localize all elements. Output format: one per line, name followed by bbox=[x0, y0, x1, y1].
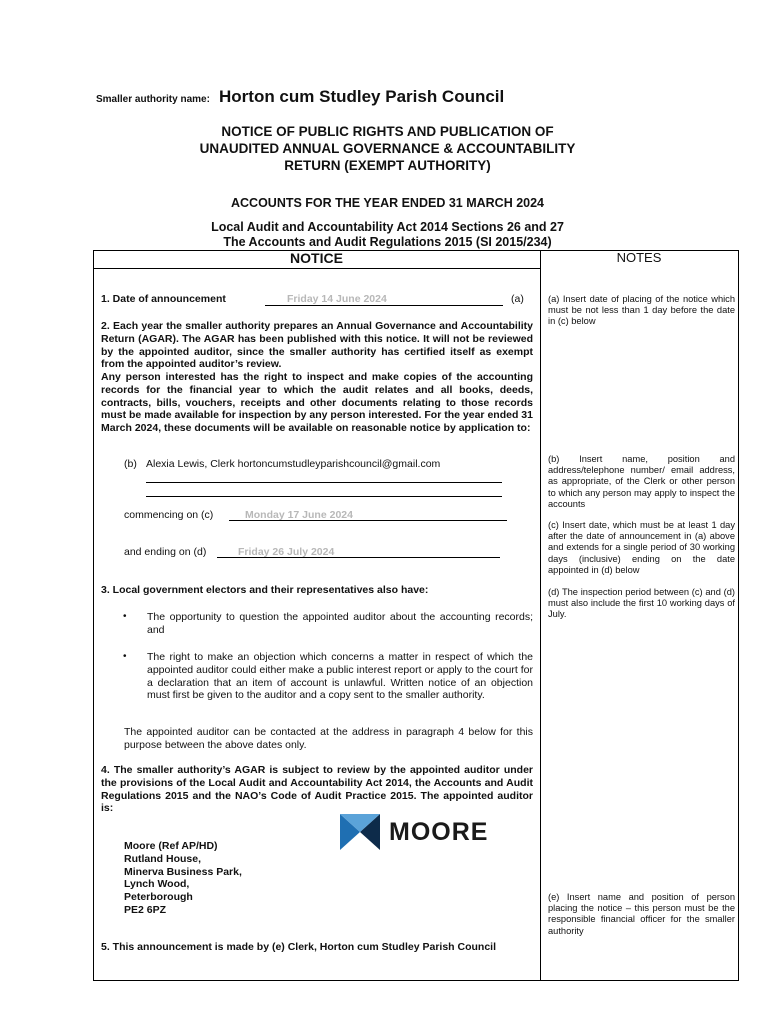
section-3-heading: 3. Local government electors and their representatives also have: bbox=[101, 584, 429, 596]
section-1-label: 1. Date of announcement bbox=[101, 293, 226, 305]
notice-title: NOTICE OF PUBLIC RIGHTS AND PUBLICATION OF UNAUDITED ANNUAL GOVERNANCE & ACCOUNTABILITY RETURN (EXEMPT AUTHORITY) bbox=[199, 124, 576, 173]
ending-date-line bbox=[217, 557, 500, 558]
authority-name: Horton cum Studley Parish Council bbox=[219, 87, 505, 106]
address-line: Minerva Business Park, bbox=[124, 865, 242, 878]
address-line: Peterborough bbox=[124, 891, 193, 904]
address-line: PE2 6PZ bbox=[124, 903, 167, 916]
commencing-label: commencing on (c) bbox=[124, 509, 214, 521]
commencing-date-line bbox=[229, 520, 507, 521]
address-line: Lynch Wood, bbox=[124, 878, 190, 891]
moore-logo bbox=[340, 812, 490, 852]
act-line-2: The Accounts and Audit Regulations 2015 (SI 2015/234) bbox=[223, 235, 552, 249]
address-line: Moore (Ref AP/HD) bbox=[124, 840, 218, 852]
section-3-bullet-2: The right to make an objection which concerns a matter in respect of which the appointed auditor could either make a public interest report or apply to the court for a declaration that an item of account is unlawful. Written notice of an objection must first be given to the auditor and a copy sent to the smaller authority. bbox=[147, 651, 533, 702]
contact-line-2 bbox=[146, 496, 502, 497]
legislation-reference bbox=[150, 220, 625, 250]
bullet-1-marker: • bbox=[123, 611, 127, 622]
act-line-1: Local Audit and Accountability Act 2014 Sections 26 and 27 bbox=[211, 220, 564, 234]
address-line: Rutland House, bbox=[124, 852, 202, 865]
note-e: (e) Insert name and position of person placing the notice – this person must be the responsible financial officer for the smaller authority bbox=[548, 892, 735, 936]
section-3-closing: The appointed auditor can be contacted at the address in paragraph 4 below for this purpose between the above dates only. bbox=[124, 726, 533, 751]
note-a: (a) Insert date of placing of the notice which must be not less than 1 day before the date in (c) below bbox=[548, 294, 735, 327]
contact-line-1 bbox=[146, 482, 502, 483]
announcement-date: Friday 14 June 2024 bbox=[287, 293, 387, 305]
moore-logo-mark-icon bbox=[340, 812, 380, 852]
notice-heading-divider bbox=[93, 268, 540, 269]
section-2-inspection-text: Any person interested has the right to inspect and make copies of the accounting records for the financial year to which the audit relates and all books, deeds, contracts, bills, vouchers, receipts and other documents relating to those records must be made available for inspection by any person interested. For the year ended 31 March 2024, these documents will be available on reasonable notice by application to: bbox=[101, 371, 533, 435]
ending-date: Friday 26 July 2024 bbox=[238, 546, 335, 558]
section-3-bullet-1: The opportunity to question the appointed auditor about the accounting records; and bbox=[147, 611, 533, 636]
note-c: (c) Insert date, which must be at least 1 day after the date of announcement in (a) above and extends for a single period of 30 working days (inclusive) ending on the date appointed in (d) below bbox=[548, 520, 735, 575]
column-divider bbox=[540, 250, 541, 980]
note-d: (d) The inspection period between (c) and (d) must also include the first 10 working days of July. bbox=[548, 587, 735, 620]
section-4-text: 4. The smaller authority’s AGAR is subject to review by the appointed auditor under the provisions of the Local Audit and Accountability Act 2014, the Accounts and Audit Regulations 2015 and the NAO’s Code of Audit Practice 2015. The appointed auditor is: bbox=[101, 764, 533, 815]
moore-logo-text: MOORE bbox=[389, 818, 489, 846]
contact-details: Alexia Lewis, Clerk hortoncumstudleyparishcouncil@gmail.com bbox=[146, 458, 441, 470]
ending-label: and ending on (d) bbox=[124, 546, 207, 558]
contact-ref: (b) bbox=[124, 458, 137, 470]
section-5-text: 5. This announcement is made by (e) Clerk, Horton cum Studley Parish Council bbox=[101, 941, 496, 953]
authority-name-label: Smaller authority name: bbox=[96, 94, 210, 105]
announcement-date-line bbox=[265, 305, 503, 306]
auditor-address bbox=[124, 840, 242, 917]
notice-heading: NOTICE bbox=[290, 250, 343, 266]
section-2-text: 2. Each year the smaller authority prepares an Annual Governance and Accountability Return (AGAR). The AGAR has been published with this notice. It will not be reviewed by the appointed auditor, since the smaller authority has certified itself as exempt from the appointed auditor’s review. bbox=[101, 320, 533, 371]
note-b: (b) Insert name, position and address/telephone number/ email address, as appropriate, of the Clerk or other person to which any person may apply to inspect the accounts bbox=[548, 454, 735, 509]
commencing-date: Monday 17 June 2024 bbox=[245, 509, 353, 521]
bullet-2-marker: • bbox=[123, 651, 127, 662]
announcement-ref: (a) bbox=[511, 293, 524, 305]
notes-heading: NOTES bbox=[616, 250, 662, 265]
accounts-subtitle: ACCOUNTS FOR THE YEAR ENDED 31 MARCH 2024 bbox=[230, 196, 545, 210]
